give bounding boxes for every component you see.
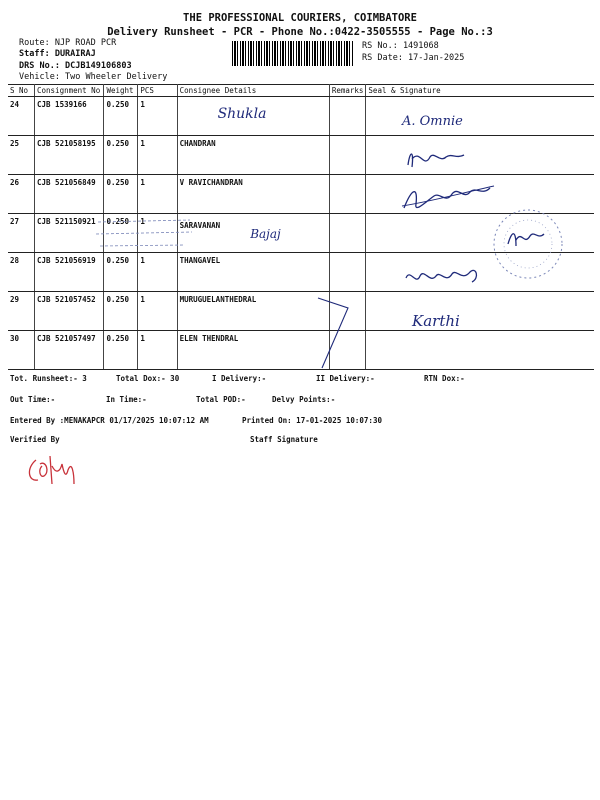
- remarks: [329, 97, 366, 136]
- out-time: Out Time:-: [10, 395, 56, 404]
- remarks: [329, 214, 366, 253]
- signature-row-28: [400, 262, 490, 292]
- weight: 0.250: [104, 331, 138, 370]
- weight: 0.250: [104, 97, 138, 136]
- consignment-no: CJB 1539166: [35, 97, 104, 136]
- column-header: Consignment No: [35, 85, 104, 97]
- pcs: 1: [138, 136, 177, 175]
- weight: 0.250: [104, 214, 138, 253]
- table-row: [8, 136, 594, 175]
- vehicle: Vehicle: Two Wheeler Delivery: [19, 72, 168, 82]
- rtn-dox: RTN Dox:-: [424, 374, 465, 383]
- sno: 25: [8, 136, 35, 175]
- remarks: [329, 253, 366, 292]
- consignee: SARAVANANBajaj: [177, 214, 329, 253]
- weight: 0.250: [104, 253, 138, 292]
- column-header: Consignee Details: [177, 85, 329, 97]
- remarks: [329, 175, 366, 214]
- seal-signature: [366, 97, 594, 136]
- column-header: Seal & Signature: [366, 85, 594, 97]
- pcs: 1: [138, 214, 177, 253]
- consignee: MURUGUELANTHEDRAL: [177, 292, 329, 331]
- total-dox: Total Dox:- 30: [116, 374, 180, 383]
- sno: 26: [8, 175, 35, 214]
- total-pod: Total POD:-: [196, 395, 246, 404]
- column-header: PCS: [138, 85, 177, 97]
- sno: 30: [8, 331, 35, 370]
- staff-signature: Staff Signature: [250, 435, 318, 444]
- consignee: [177, 97, 329, 136]
- handwritten-name: Shukla: [217, 106, 267, 122]
- barcode: [232, 41, 354, 66]
- seal-stamp: [480, 200, 570, 290]
- sno: 24: [8, 97, 35, 136]
- sno: 28: [8, 253, 35, 292]
- verified-signature: [22, 450, 92, 500]
- column-header: Remarks: [329, 85, 366, 97]
- consignee: ELEN THENDRAL: [177, 331, 329, 370]
- rs-date: RS Date: 17-Jan-2025: [362, 53, 465, 63]
- company-title: THE PROFESSIONAL COURIERS, COIMBATORE: [183, 12, 417, 24]
- runsheet-subtitle: Delivery Runsheet - PCR - Phone No.:0422-3505555 - Page No.:3: [107, 26, 493, 38]
- seal-signature: [366, 331, 594, 370]
- weight: 0.250: [104, 175, 138, 214]
- sno: 29: [8, 292, 35, 331]
- pcs: 1: [138, 97, 177, 136]
- consignment-no: CJB 521150921: [35, 214, 104, 253]
- pcs: 1: [138, 175, 177, 214]
- sno: 27: [8, 214, 35, 253]
- consignment-no: CJB 521057497: [35, 331, 104, 370]
- column-header: Weight: [104, 85, 138, 97]
- table-header: [8, 85, 594, 97]
- delvy-points: Delvy Points:-: [272, 395, 336, 404]
- consignee: CHANDRAN: [177, 136, 329, 175]
- weight: 0.250: [104, 136, 138, 175]
- staff: Staff: DURAIRAJ: [19, 49, 96, 59]
- printed-on: Printed On: 17-01-2025 10:07:30: [242, 416, 382, 425]
- entered-by: Entered By :MENAKAPCR 01/17/2025 10:07:12 AM: [10, 416, 209, 425]
- verified-by: Verified By: [10, 435, 60, 444]
- consignment-no: CJB 521056919: [35, 253, 104, 292]
- handwritten-name: Bajaj: [250, 227, 281, 241]
- route: Route: NJP ROAD PCR: [19, 38, 117, 48]
- consignment-no: CJB 521058195: [35, 136, 104, 175]
- tot-runsheet: Tot. Runsheet:- 3: [10, 374, 87, 383]
- signature-row-25: [400, 145, 470, 175]
- seal-signature: [366, 292, 594, 331]
- in-time: In Time:-: [106, 395, 147, 404]
- pcs: 1: [138, 253, 177, 292]
- signature-row-29: Karthi: [412, 312, 460, 330]
- consignee: THANGAVEL: [177, 253, 329, 292]
- signature-row-30: [300, 290, 370, 370]
- pcs: 1: [138, 292, 177, 331]
- remarks: [329, 136, 366, 175]
- table-row: [8, 97, 594, 136]
- ii-delivery: II Delivery:-: [316, 374, 375, 383]
- column-header: S No: [8, 85, 35, 97]
- consignee: V RAVICHANDRAN: [177, 175, 329, 214]
- consignment-no: CJB 521057452: [35, 292, 104, 331]
- pcs: 1: [138, 331, 177, 370]
- consignment-no: CJB 521056849: [35, 175, 104, 214]
- drs-number: DRS No.: DCJB149106803: [19, 61, 132, 71]
- overlapping-stamp-text: [94, 212, 194, 262]
- i-delivery: I Delivery:-: [212, 374, 267, 383]
- weight: 0.250: [104, 292, 138, 331]
- rs-number: RS No.: 1491068: [362, 41, 439, 51]
- signature-row-24: A. Omnie: [402, 114, 463, 129]
